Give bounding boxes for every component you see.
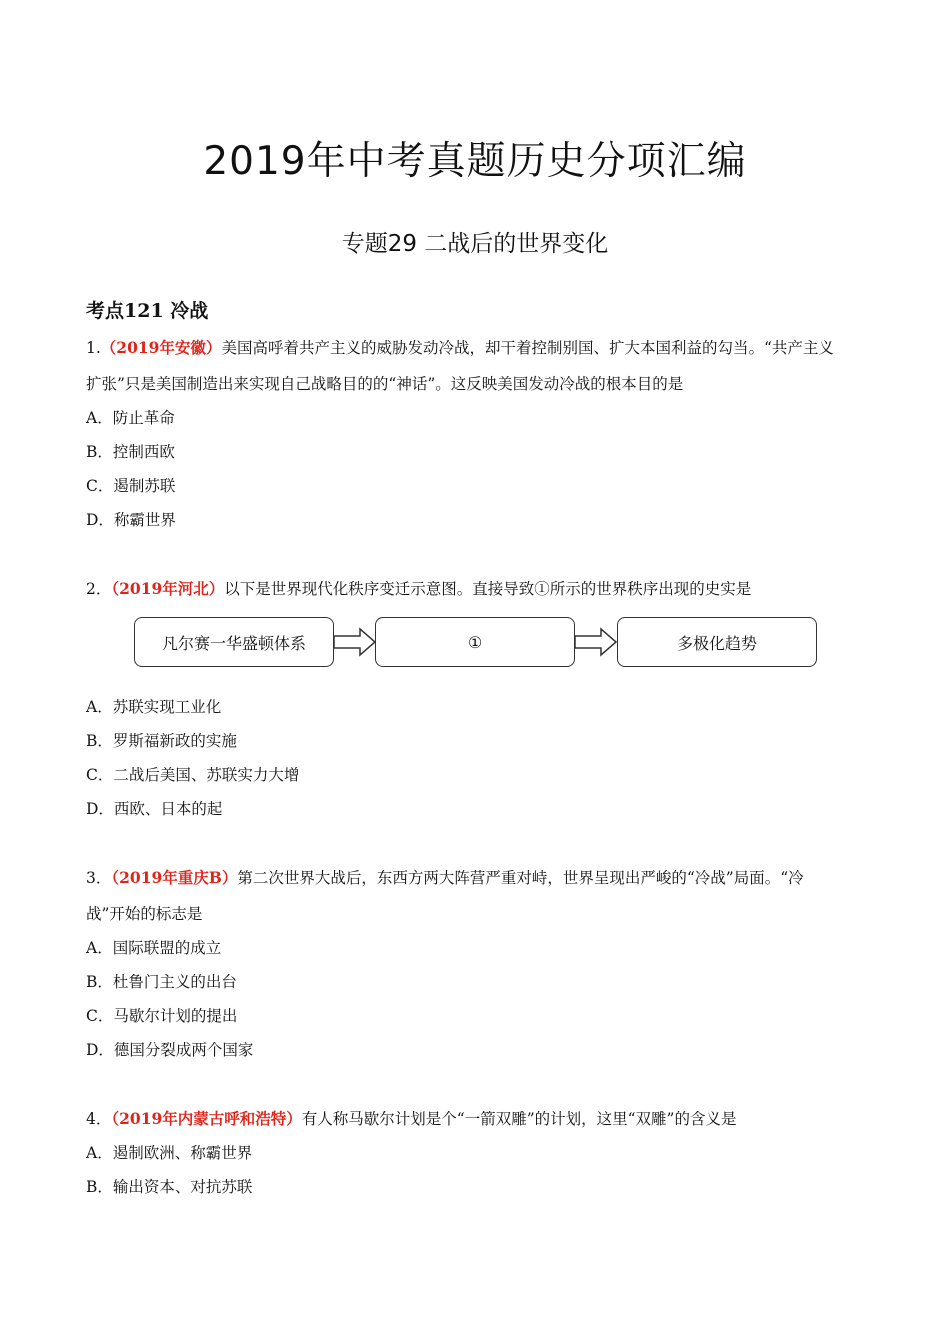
question-3-number: 3． [86,869,112,887]
question-2-text: 以下是世界现代化秩序变迁示意图。直接导致①所示的世界秩序出现的史实是 [224,580,752,598]
question-3-option-b: B．杜鲁门主义的出台 [86,973,237,991]
question-3-line-1 [86,866,804,890]
flow-arrow-1-icon [333,627,377,657]
question-2-line-1 [86,577,751,601]
question-3-text: 第二次世界大战后，东西方两大阵营严重对峙，世界呈现出严峻的“冷战”局面。“冷 [237,869,804,887]
question-3-source: （2019年重庆B） [111,868,238,887]
question-1-option-b: B．控制西欧 [86,443,175,461]
question-1-line-1 [86,336,834,360]
question-2-option-b: B．罗斯福新政的实施 [86,732,237,750]
flow-box-versailles-washington: 凡尔赛一华盛顿体系 [134,617,334,667]
question-2-number: 2． [86,580,112,598]
document-title: 2019年中考真题历史分项汇编 [203,139,747,184]
question-1-line-2: 扩张”只是美国制造出来实现自己战略目的的“神话”。这反映美国发动冷战的根本目的是 [86,375,684,393]
question-1-text: 美国高呼着共产主义的威胁发动冷战，却干着控制别国、扩大本国利益的勾当。“共产主义 [221,339,834,357]
flow-arrow-2-icon [574,627,618,657]
question-4-option-b: B．输出资本、对抗苏联 [86,1178,253,1196]
question-4-text: 有人称马歇尔计划是个“一箭双雕”的计划，这里“双雕”的含义是 [301,1110,737,1128]
section-heading: 考点121 冷战 [86,300,209,322]
question-3-option-d: D．德国分裂成两个国家 [86,1041,254,1059]
question-2-option-d: D．西欧、日本的起 [86,800,223,818]
question-4-source: （2019年内蒙古呼和浩特） [111,1109,302,1128]
question-1-option-d: D．称霸世界 [86,511,176,529]
flow-box-multipolar: 多极化趋势 [617,617,817,667]
question-4-number: 4． [86,1110,112,1128]
question-4-line-1 [86,1107,736,1131]
question-1-source: （2019年安徽） [100,338,222,357]
question-2-option-a: A．苏联实现工业化 [86,698,222,716]
order-flow-diagram [134,617,818,669]
question-2-source: （2019年河北） [111,579,225,598]
question-1-option-a: A．防止革命 [86,409,175,427]
document-subtitle: 专题29 二战后的世界变化 [341,231,609,257]
question-3-line-2: 战”开始的标志是 [86,905,203,923]
question-3-option-a: A．国际联盟的成立 [86,939,222,957]
question-1-option-c: C．遏制苏联 [86,477,176,495]
flow-box-circled-one: ① [375,617,575,667]
question-4-option-a: A．遏制欧洲、称霸世界 [86,1144,253,1162]
question-2-option-c: C．二战后美国、苏联实力大增 [86,766,300,784]
question-3-option-c: C．马歇尔计划的提出 [86,1007,238,1025]
question-1-number: 1. [86,339,101,357]
